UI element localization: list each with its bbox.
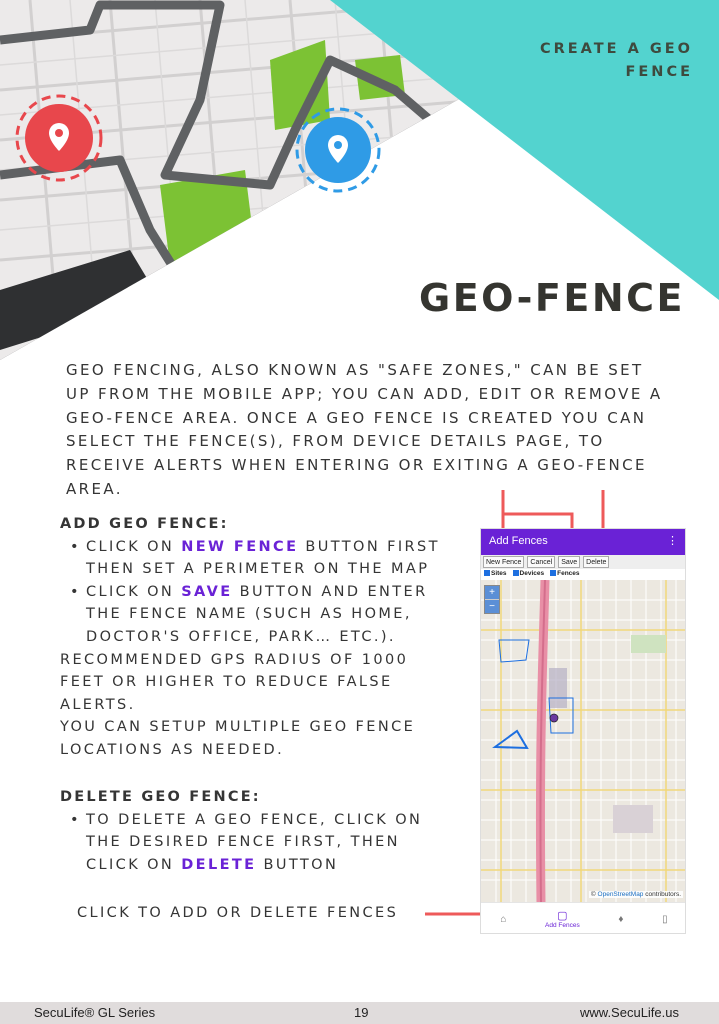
cancel-button[interactable]: Cancel — [527, 556, 555, 568]
devices-checkbox[interactable]: Devices — [513, 570, 545, 579]
bell-icon[interactable]: ♦ — [618, 913, 624, 925]
bottom-nav — [481, 902, 686, 934]
delete-button[interactable]: Delete — [583, 556, 609, 568]
fence-toolbar — [481, 555, 685, 569]
nav-add-fences[interactable]: ▢ Add Fences — [545, 910, 580, 929]
fence-icon: ▢ — [557, 910, 568, 922]
list-item: • TO DELETE A GEO FENCE, CLICK ON THE DESIRED FENCE FIRST, THEN CLICK ON DELETE BUTTON — [86, 809, 450, 877]
multiple-fences-note: YOU CAN SETUP MULTIPLE GEO FENCE LOCATIONS AS NEEDED. — [60, 719, 416, 758]
list-item: • CLICK ON NEW FENCE BUTTON FIRST THEN SET A PERIMETER ON THE MAP — [86, 536, 460, 581]
intro-paragraph: GEO FENCING, ALSO KNOWN AS "SAFE ZONES," CAN BE SET UP FROM THE MOBILE APP; YOU CAN ADD, EDIT OR REMOVE A GEO-FENCE AREA. ONCE A GEO FENCE IS CREATED YOU CAN SELECT THE FENCE(S), FROM DEVICE DETAILS PAGE, TO RECEIVE ALERTS WHEN ENTERING OR EXITING A GEO-FENCE AREA. — [66, 361, 663, 498]
click-note: CLICK TO ADD OR DELETE FENCES — [77, 905, 399, 921]
section-heading: DELETE GEO FENCE: — [60, 789, 261, 805]
zoom-in-button[interactable]: + — [489, 587, 495, 598]
street-map[interactable] — [481, 580, 686, 902]
layer-checkboxes — [481, 569, 685, 580]
footer-series: SecuLife® GL Series — [34, 1005, 156, 1020]
phone-icon[interactable]: ▯ — [662, 913, 668, 925]
delete-highlight: DELETE — [181, 856, 257, 873]
page-number: 19 — [354, 1005, 369, 1020]
app-title: Add Fences — [489, 535, 548, 547]
sites-checkbox[interactable]: Sites — [484, 570, 507, 579]
footer-website: www.SecuLife.us — [580, 1005, 679, 1020]
footer — [0, 1002, 719, 1024]
home-icon[interactable]: ⌂ — [500, 913, 507, 925]
new-fence-highlight: NEW FENCE — [181, 538, 299, 555]
save-button[interactable]: Save — [558, 556, 580, 568]
page-title: GEO-FENCE — [419, 276, 685, 320]
gps-radius-note: RECOMMENDED GPS RADIUS OF 1000 FEET OR HIGHER TO REDUCE FALSE ALERTS. — [60, 651, 409, 713]
zoom-out-button[interactable]: − — [485, 599, 499, 613]
fences-checkbox[interactable]: Fences — [550, 570, 579, 579]
app-screenshot — [480, 528, 686, 934]
map-attribution: © OpenStreetMap contributors. — [590, 891, 681, 898]
save-highlight: SAVE — [181, 583, 233, 600]
zoom-controls — [484, 585, 500, 614]
list-item: • CLICK ON SAVE BUTTON AND ENTER THE FENCE NAME (SUCH AS HOME, DOCTOR'S OFFICE, PARK… ETC.). — [86, 581, 460, 649]
corner-title: CREATE A GEO FENCE — [539, 41, 693, 80]
overflow-menu-icon[interactable]: ⋮ — [667, 535, 678, 547]
openstreetmap-link[interactable]: OpenStreetMap — [597, 891, 644, 898]
new-fence-button[interactable]: New Fence — [483, 556, 524, 568]
section-heading: ADD GEO FENCE: — [60, 516, 229, 532]
app-title-bar — [481, 529, 685, 555]
